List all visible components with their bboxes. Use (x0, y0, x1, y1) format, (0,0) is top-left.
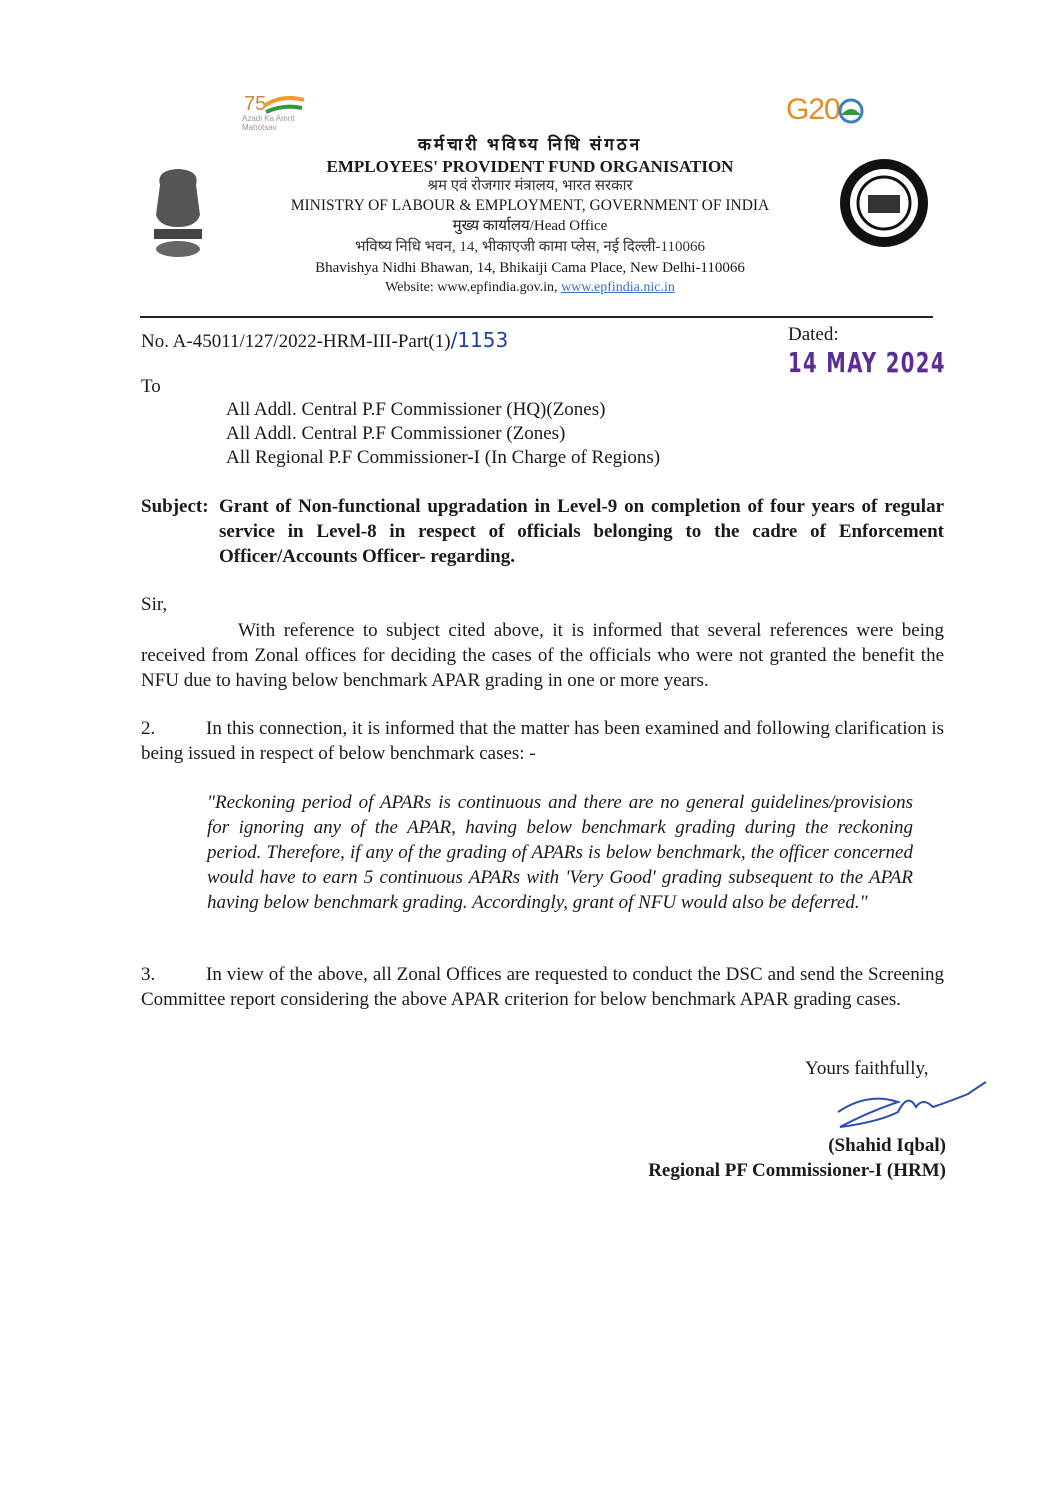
subject-text: Grant of Non-functional upgradation in Level-9 on completion of four years of regular service in Level-8 in respect of officials belonging to the cadre of Enforcement Officer/Accounts Officer- regarding. (219, 496, 944, 567)
national-emblem-logo (146, 165, 210, 275)
handwritten-number: /1153 (450, 328, 509, 352)
salutation: Sir, (141, 594, 168, 615)
paragraph-2-text: In this connection, it is informed that the matter has been examined and following clarification is being issued in respect of below benchmark cases: - (141, 718, 944, 764)
quoted-clarification: "Reckoning period of APARs is continuous and there are no general guidelines/provisions for ignoring any of the APAR, having below benchmark grading during the reckoning period. Therefore, if any of the grading of APARs is below benchmark, the officer concerned would have to earn 5 continuous APARs with 'Very Good' grading subsequent to the APAR having below benchmark grading. Accordingly, grant of NFU would also be deferred." (207, 792, 913, 913)
g20-logo (786, 92, 866, 132)
handwritten-signature (828, 1072, 993, 1139)
date-line (788, 324, 1058, 379)
website-link[interactable]: www.epfindia.nic.in (561, 280, 675, 295)
svg-text:75: 75 (244, 93, 267, 115)
azadi-logo-graphic (242, 92, 312, 116)
azadi-logo-text: Azadi Ka Amrit Mahotsav (242, 114, 295, 132)
letterhead-divider (140, 316, 933, 318)
head-office: मुख्य कार्यालय/Head Office (452, 218, 608, 234)
org-name-hindi: कर्मचारी भविष्य निधि संगठन (417, 135, 643, 154)
epfo-seal-logo (836, 155, 932, 251)
reference-number: No. A-45011/127/2022-HRM-III-Part(1) (141, 331, 451, 352)
paragraph-2 (141, 716, 944, 766)
date-stamp: 14 MAY 2024 (788, 346, 946, 379)
to-label: To (141, 376, 161, 397)
address-english: Bhavishya Nidhi Bhawan, 14, Bhikaiji Cama Place, New Delhi-110066 (315, 260, 745, 276)
ministry-hindi: श्रम एवं रोजगार मंत्रालय, भारत सरकार (427, 178, 633, 194)
subject-label: Subject: (141, 496, 209, 517)
paragraph-1: With reference to subject cited above, it is informed that several references were being received from Zonal offices for deciding the cases of the officials who were not granted the benefit the NFU due to having below benchmark APAR grading in one or more years. (141, 620, 944, 691)
azadi-ka-amrit-mahotsav-logo (242, 92, 322, 136)
paragraph-3-text: In view of the above, all Zonal Offices are requested to conduct the DSC and send the Screening Committee report considering the above APAR criterion for below benchmark APAR grading cases. (141, 964, 944, 1010)
addressee: All Addl. Central P.F Commissioner (Zones) (226, 423, 566, 444)
closing: Yours faithfully, (805, 1058, 929, 1079)
website-label: Website: www.epfindia.gov.in, (385, 280, 562, 295)
address-hindi: भविष्य निधि भवन, 14, भीकाएजी कामा प्लेस, नई दिल्ली-110066 (355, 239, 705, 255)
paragraph-2-number: 2. (141, 718, 156, 739)
signatory-designation: Regional PF Commissioner-I (HRM) (648, 1160, 946, 1181)
paragraph-3-number: 3. (141, 964, 156, 985)
addressee: All Addl. Central P.F Commissioner (HQ)(Zones) (226, 399, 606, 420)
letterhead (250, 134, 810, 297)
g20-lotus-graphic (836, 96, 866, 126)
addressee: All Regional P.F Commissioner-I (In Charge of Regions) (226, 447, 661, 468)
ministry-english: MINISTRY OF LABOUR & EMPLOYMENT, GOVERNMENT OF INDIA (290, 197, 770, 214)
org-name-english: EMPLOYEES' PROVIDENT FUND ORGANISATION (326, 157, 734, 176)
website-line (250, 279, 810, 297)
dated-label: Dated: (788, 324, 839, 345)
reference-number-line (141, 328, 508, 353)
paragraph-3 (141, 962, 944, 1012)
signatory-name: (Shahid Iqbal) (828, 1135, 946, 1156)
g20-logo-text: G20 (786, 93, 840, 126)
signatory-block (600, 1133, 946, 1183)
subject-block (141, 494, 944, 569)
addressee-list (226, 398, 660, 470)
